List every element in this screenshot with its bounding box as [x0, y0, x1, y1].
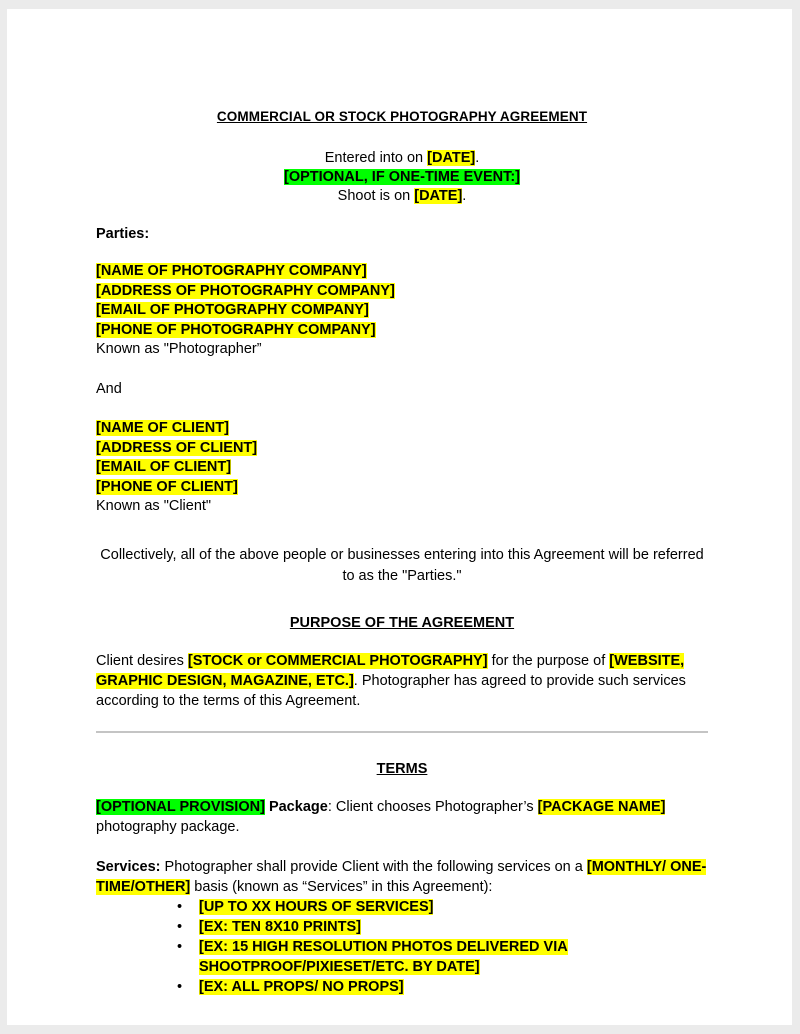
photographer-name-field: [NAME OF PHOTOGRAPHY COMPANY] [96, 263, 367, 279]
photographer-known-as: Known as "Photographer” [96, 341, 262, 357]
services-text-1: Photographer shall provide Client with the following services on a [160, 858, 587, 875]
entered-into-prefix: Entered into on [324, 150, 428, 166]
package-label: Package [264, 798, 328, 815]
purpose-field-use: [WEBSITE, GRAPHIC DESIGN, MAGAZINE, ETC.] [96, 652, 685, 689]
package-optional-tag: [OPTIONAL PROVISION] [96, 798, 265, 815]
services-frequency-field: [MONTHLY/ ONE-TIME/OTHER] [96, 858, 707, 895]
purpose-text-1: Client desires [96, 652, 188, 669]
conjunction-and: And [96, 380, 122, 397]
bullet-icon: • [177, 918, 183, 935]
photographer-email-line [96, 301, 708, 321]
photographer-phone-line [96, 321, 708, 341]
bullet-icon: • [177, 898, 183, 915]
shoot-date-field: [DATE] [414, 188, 463, 204]
purpose-heading: PURPOSE OF THE AGREEMENT [289, 614, 515, 631]
package-text-2: photography package. [96, 818, 240, 835]
client-email-line [96, 458, 708, 478]
terms-heading: TERMS [376, 760, 428, 777]
shoot-date-line [96, 187, 708, 206]
client-name-field: [NAME OF CLIENT] [96, 420, 229, 436]
package-paragraph [96, 797, 708, 837]
service-item-text: [UP TO XX HOURS OF SERVICES] [199, 898, 434, 915]
client-phone-field: [PHONE OF CLIENT] [96, 478, 238, 495]
photographer-block [96, 262, 708, 360]
client-name-line [96, 419, 708, 439]
photographer-name-line [96, 262, 708, 282]
photographer-address-line [96, 282, 708, 302]
services-label: Services: [96, 858, 161, 875]
list-item [96, 917, 708, 937]
services-paragraph [96, 857, 708, 897]
client-known-as: Known as "Client" [96, 498, 212, 514]
purpose-text-2: for the purpose of [487, 652, 610, 669]
photographer-address-field: [ADDRESS OF PHOTOGRAPHY COMPANY] [96, 282, 395, 299]
list-item [96, 897, 708, 917]
service-item-text: [EX: 15 HIGH RESOLUTION PHOTOS DELIVERED VIA SHOOTPROOF/PIXIESET/ETC. BY DATE] [199, 938, 568, 975]
shoot-date-prefix: Shoot is on [337, 188, 415, 204]
entered-into-line [96, 149, 708, 168]
list-item [96, 937, 708, 977]
purpose-field-type: [STOCK or COMMERCIAL PHOTOGRAPHY] [187, 652, 488, 669]
client-address-line [96, 439, 708, 459]
list-item [96, 977, 708, 997]
bullet-icon: • [177, 938, 183, 955]
client-email-field: [EMAIL OF CLIENT] [96, 459, 232, 475]
package-name-field: [PACKAGE NAME] [537, 798, 666, 815]
optional-event-note: [OPTIONAL, IF ONE-TIME EVENT:] [283, 169, 521, 185]
client-address-field: [ADDRESS OF CLIENT] [96, 439, 258, 456]
services-list [96, 897, 708, 997]
agreement-date-block [96, 149, 708, 206]
optional-event-note-line [96, 168, 708, 187]
package-text-1: : Client chooses Photographer’s [327, 798, 538, 815]
document-content [96, 9, 708, 997]
purpose-paragraph [96, 651, 708, 711]
services-text-2: basis (known as “Services” in this Agreement): [190, 878, 493, 895]
page-title: COMMERCIAL OR STOCK PHOTOGRAPHY AGREEMENT [216, 109, 588, 124]
collectively-paragraph: Collectively, all of the above people or businesses entering into this Agreement will be referred to as the "Parties." [100, 546, 704, 584]
service-item-text: [EX: ALL PROPS/ NO PROPS] [199, 978, 404, 995]
photographer-email-field: [EMAIL OF PHOTOGRAPHY COMPANY] [96, 302, 369, 318]
entered-into-suffix: . [475, 150, 480, 166]
parties-label: Parties: [96, 226, 150, 242]
document-page [7, 9, 792, 1025]
shoot-date-suffix: . [462, 188, 467, 204]
entered-into-date-field: [DATE] [427, 150, 476, 166]
client-phone-line [96, 478, 708, 498]
photographer-phone-field: [PHONE OF PHOTOGRAPHY COMPANY] [96, 321, 376, 338]
client-block [96, 419, 708, 517]
bullet-icon: • [177, 978, 183, 995]
service-item-text: [EX: TEN 8X10 PRINTS] [199, 918, 361, 935]
purpose-text-3: . Photographer has agreed to provide such services according to the terms of this Agreement. [96, 672, 686, 709]
